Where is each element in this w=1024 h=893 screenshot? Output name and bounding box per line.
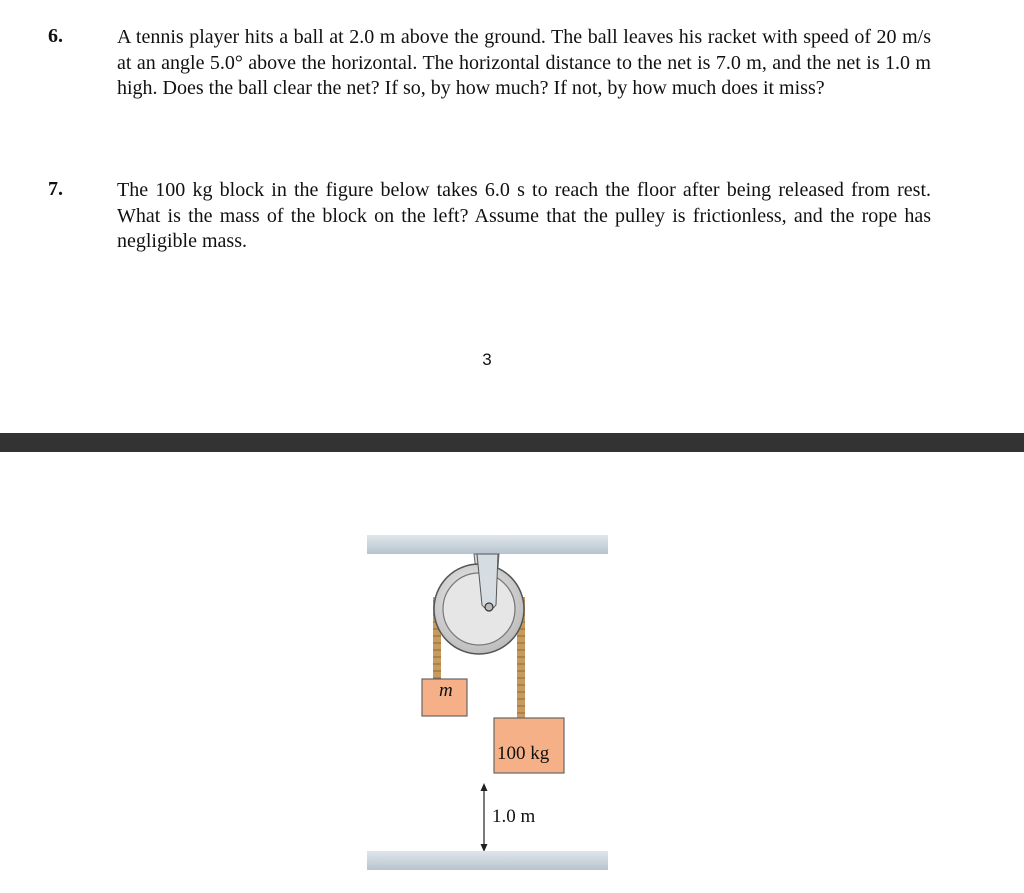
arrow-head-down (481, 844, 488, 852)
page-break-bar (0, 433, 1024, 452)
problem-number: 7. (48, 178, 63, 200)
ceiling (367, 535, 608, 554)
height-label: 1.0 m (492, 806, 536, 827)
arrow-head-up (481, 783, 488, 791)
page-number: 3 (482, 350, 492, 369)
pulley-groove (443, 573, 515, 645)
pulley-diagram (360, 525, 620, 875)
pulley-figure (360, 525, 620, 875)
problem-text: The 100 kg block in the figure below takes 6.0 s to reach the floor after being released from rest. What is the mass of the block on the left? Assume that the pulley is frictionless, and the rope has negligible mass. (117, 179, 931, 252)
block-100kg-label: 100 kg (497, 743, 550, 764)
block-m-label: m (439, 680, 453, 701)
problem-number: 6. (48, 25, 63, 47)
pulley-axle (485, 603, 493, 611)
problem-text: A tennis player hits a ball at 2.0 m above the ground. The ball leaves his racket with speed of 20 m/s at an angle 5.0° above the horizontal. The horizontal distance to the net is 7.0 m, and the net is 1.0 m high. Does the ball clear the net? If so, by how much? If not, by how much does it miss? (117, 26, 931, 99)
floor (367, 851, 608, 870)
